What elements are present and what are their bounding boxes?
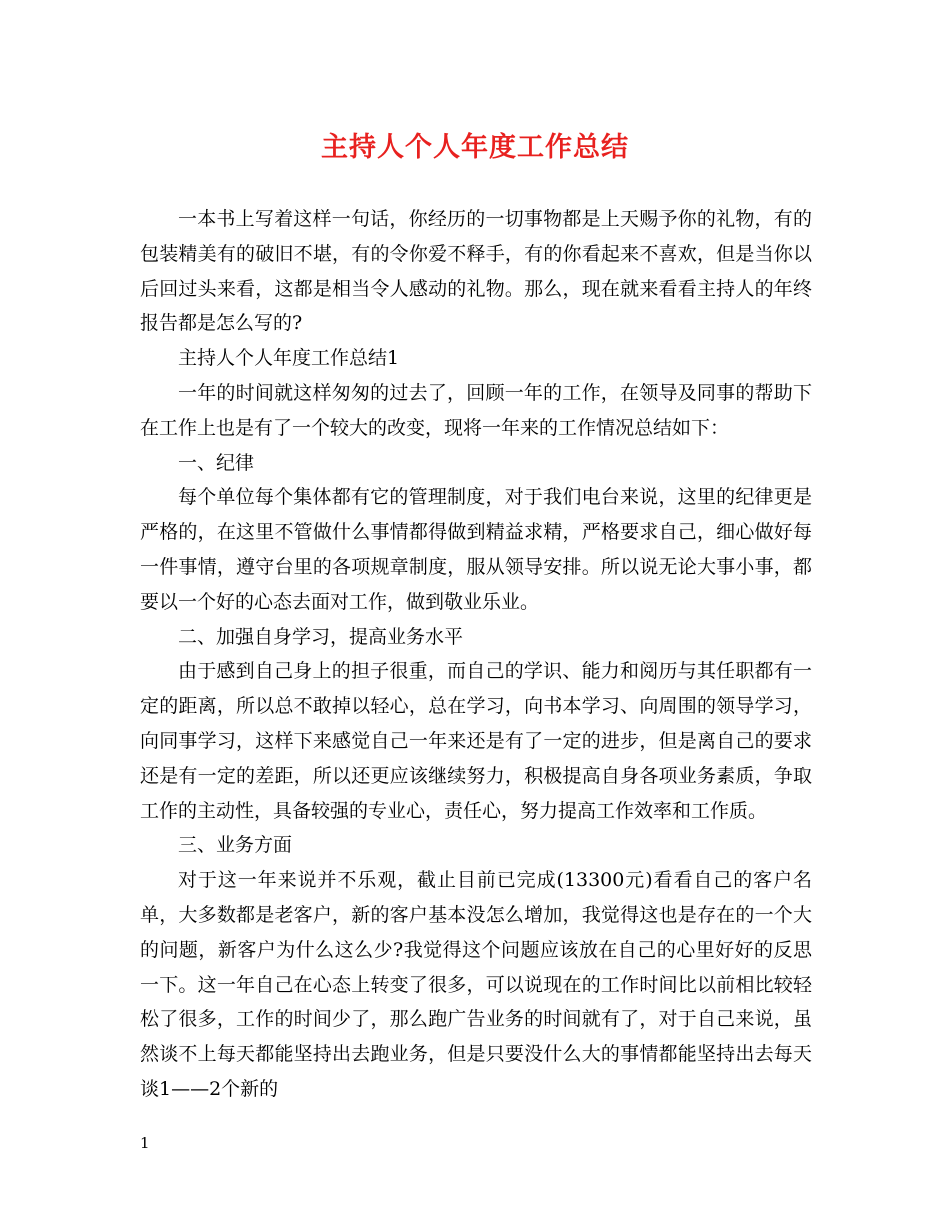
document-title: 主持人个人年度工作总结 — [321, 132, 629, 163]
page-number: 1 — [140, 1134, 150, 1152]
paragraph-discipline: 每个单位每个集体都有它的管理制度，对于我们电台来说，这里的纪律更是严格的，在这里不管做什么事情都得做到精益求精，严格要求自己，细心做好每一件事情，遵守台里的各项规章制度，服从领导安排。所以说无论大事小事，都要以一个好的心态去面对工作，做到敬业乐业。 — [140, 486, 812, 613]
section-heading-learning: 二、加强自身学习，提高业务水平 — [178, 625, 464, 648]
paragraph-intro: 一本书上写着这样一句话，你经历的一切事物都是上天赐予你的礼物，有的包装精美有的破旧不堪，有的令你爱不释手，有的你看起来不喜欢，但是当你以后回过头来看，这都是相当令人感动的礼物。那么，现在就来看看主持人的年终报告都是怎么写的? — [140, 208, 812, 335]
section-heading-report-1: 主持人个人年度工作总结1 — [178, 347, 400, 370]
paragraph-learning: 由于感到自己身上的担子很重，而自己的学识、能力和阅历与其任职都有一定的距离，所以总不敢掉以轻心，总在学习，向书本学习、向周围的领导学习，向同事学习，这样下来感觉自己一年来还是有了一定的进步，但是离自己的要求还是有一定的差距，所以还更应该继续努力，积极提高自身各项业务素质，争取工作的主动性，具备较强的专业心，责任心，努力提高工作效率和工作质。 — [140, 660, 812, 822]
section-heading-discipline: 一、纪律 — [178, 451, 255, 474]
document-body — [140, 202, 812, 1107]
paragraph-business: 对于这一年来说并不乐观，截止目前已完成(13300元)看看自己的客户名单，大多数都是老客户，新的客户基本没怎么增加，我觉得这也是存在的一个大的问题，新客户为什么这么少?我觉得这个问题应该放在自己的心里好好的反思一下。这一年自己在心态上转变了很多，可以说现在的工作时间比以前相比较轻松了很多，工作的时间少了，那么跑广告业务的时间就有了，对于自己来说，虽然谈不上每天都能坚持出去跑业务，但是只要没什么大的事情都能坚持出去每天谈1——2个新的 — [140, 869, 812, 1100]
section-heading-business: 三、业务方面 — [178, 834, 293, 857]
paragraph-overview: 一年的时间就这样匆匆的过去了，回顾一年的工作，在领导及同事的帮助下在工作上也是有了一个较大的改变，现将一年来的工作情况总结如下： — [140, 381, 812, 439]
